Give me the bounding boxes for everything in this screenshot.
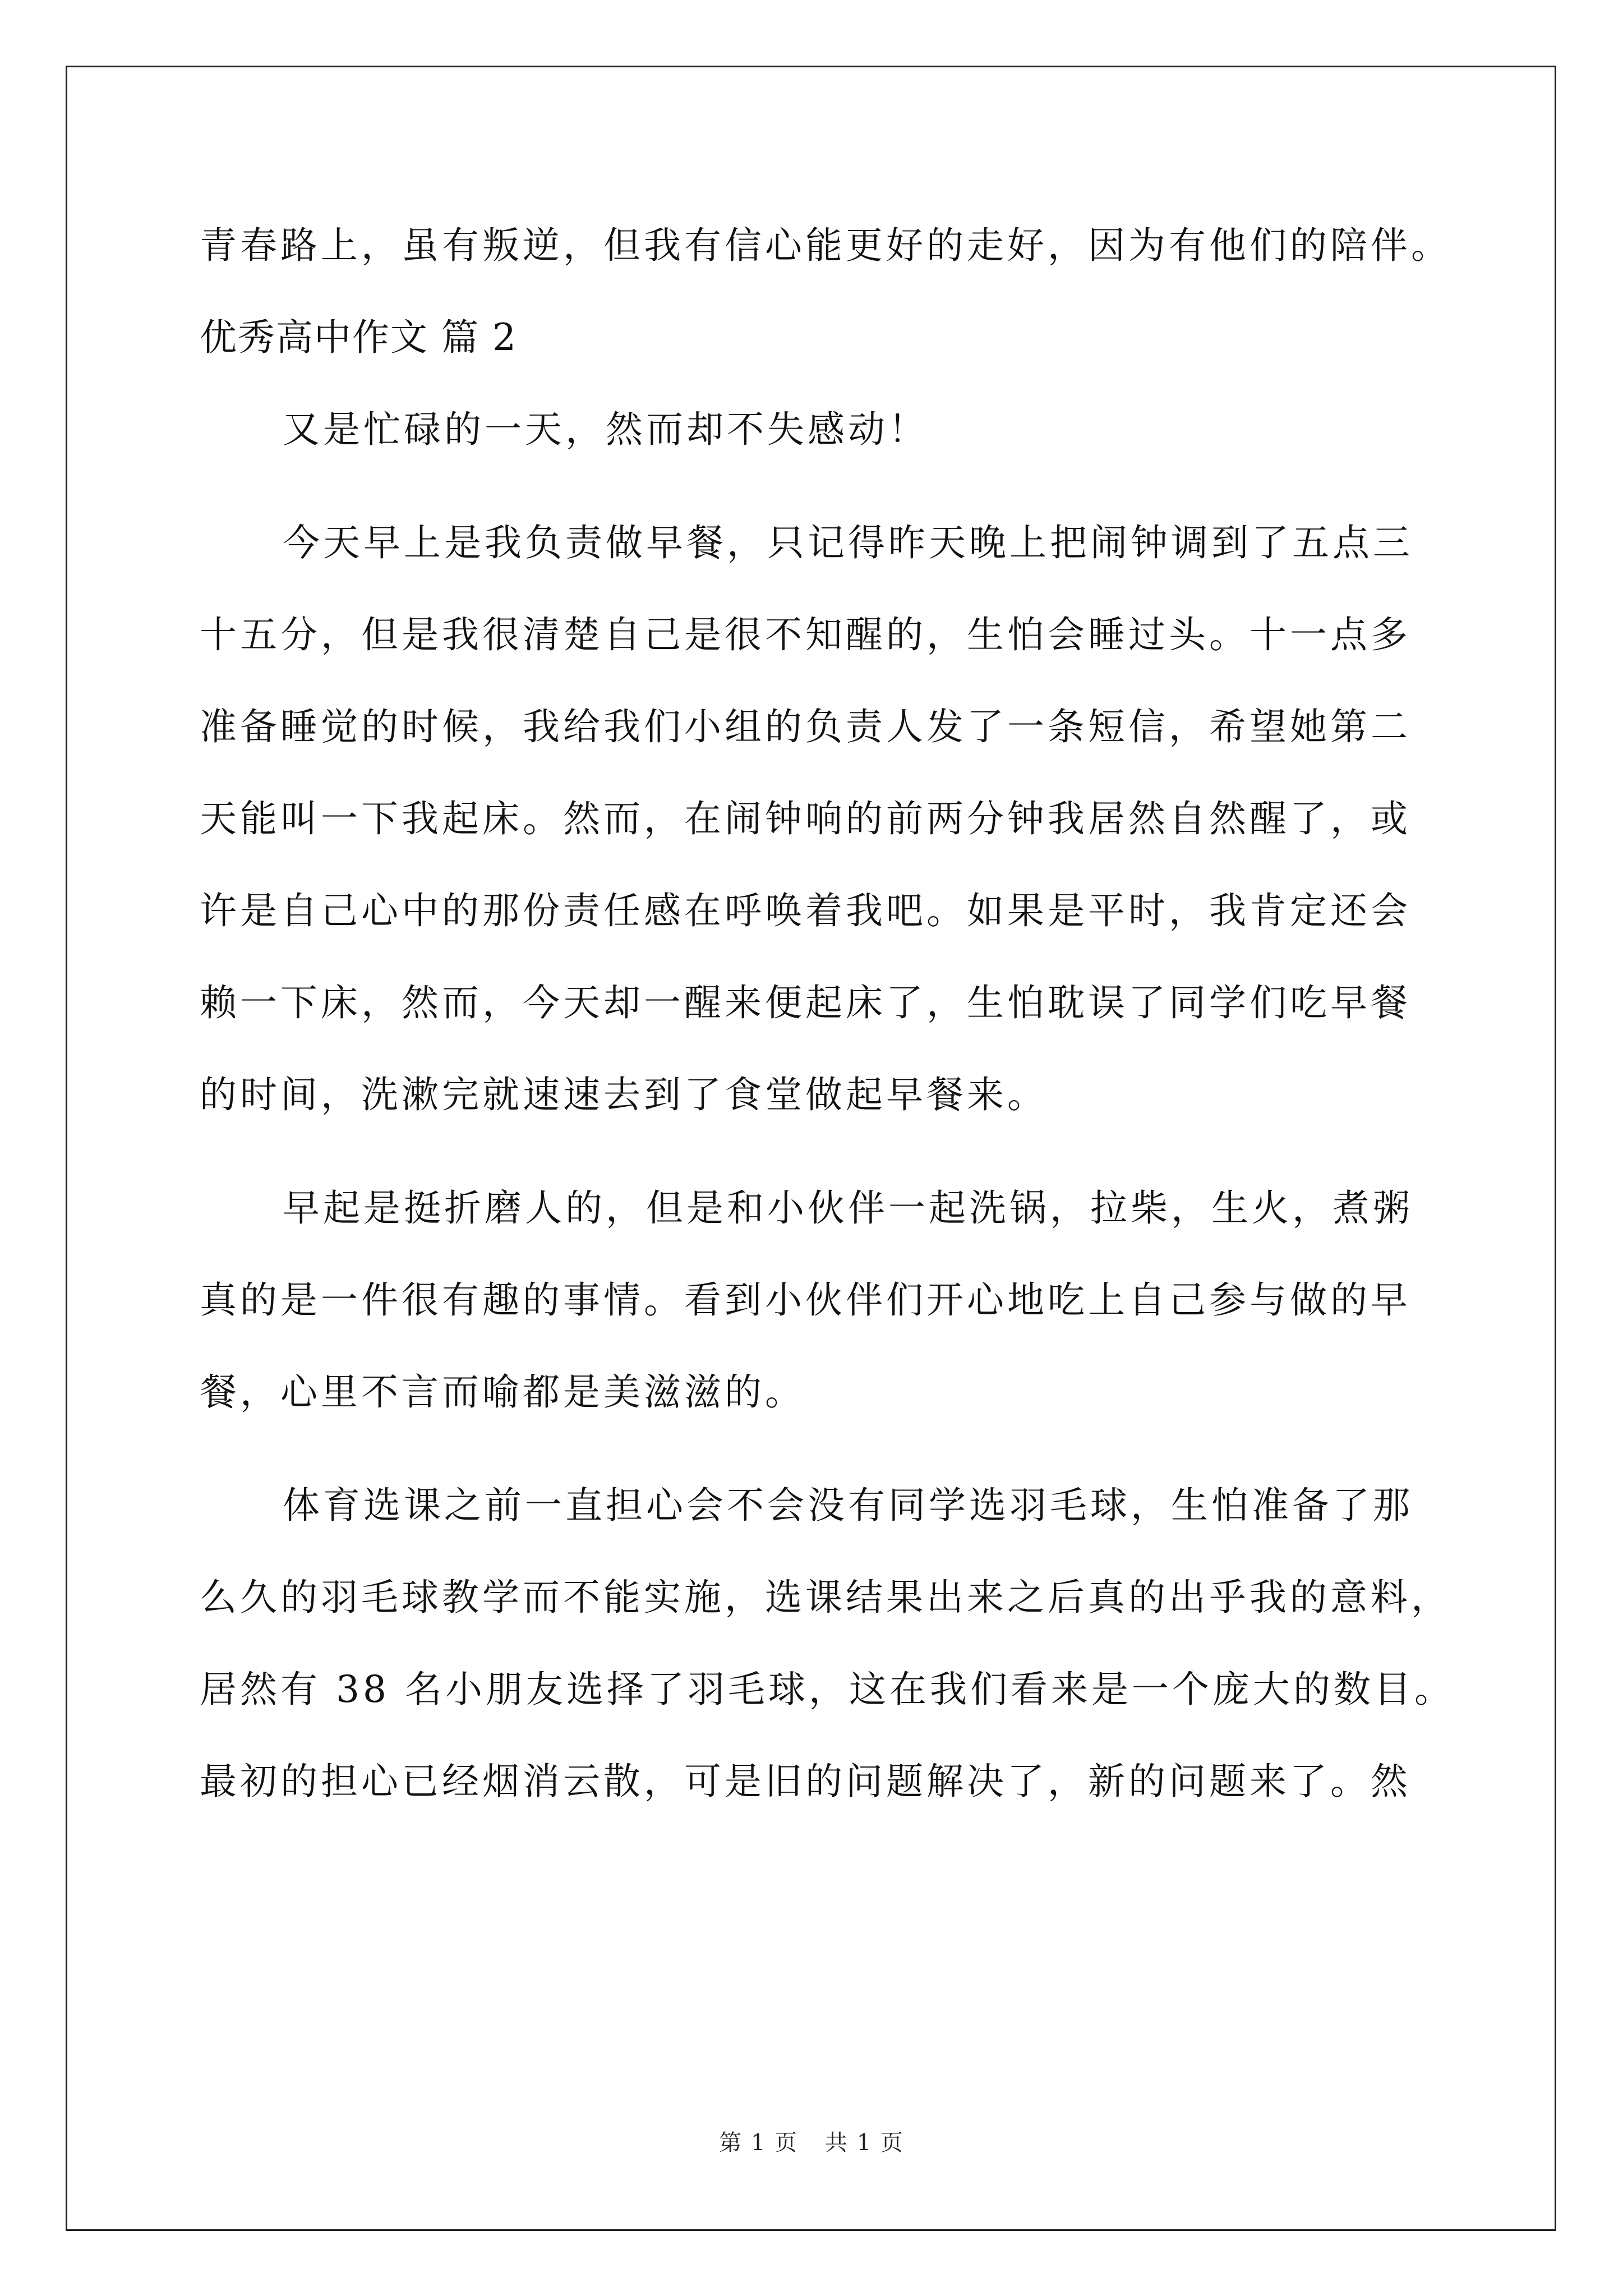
- text-line: 赖一下床，然而，今天却一醒来便起床了，生怕耽误了同学们吃早餐: [200, 981, 1411, 1024]
- text-line: 准备睡觉的时候，我给我们小组的负责人发了一条短信，希望她第二: [200, 705, 1411, 748]
- text-line: 十五分，但是我很清楚自己是很不知醒的，生怕会睡过头。十一点多: [200, 613, 1411, 656]
- text-line: 最初的担心已经烟消云散，可是旧的问题解决了，新的问题来了。然: [200, 1760, 1411, 1803]
- text-line: 真的是一件很有趣的事情。看到小伙伴们开心地吃上自己参与做的早: [200, 1278, 1411, 1322]
- total-pages: 共 1 页: [825, 2130, 904, 2156]
- paragraph-first-line: 今天早上是我负责做早餐，只记得昨天晚上把闹钟调到了五点三: [283, 521, 1413, 564]
- page-footer: [0, 2126, 1623, 2160]
- page-number: 第 1 页: [719, 2130, 798, 2156]
- text-line: 餐，心里不言而喻都是美滋滋的。: [200, 1370, 805, 1414]
- text-line: 青春路上，虽有叛逆，但我有信心能更好的走好，因为有他们的陪伴。: [200, 224, 1451, 267]
- text-line: 许是自己心中的那份责任感在呼唤着我吧。如果是平时，我肯定还会: [200, 889, 1411, 932]
- section-heading: 优秀高中作文 篇 2: [200, 316, 517, 359]
- paragraph-first-line: 又是忙碌的一天，然而却不失感动！: [283, 408, 929, 451]
- text-line: 天能叫一下我起床。然而，在闹钟响的前两分钟我居然自然醒了，或: [200, 797, 1411, 840]
- paragraph-first-line: 早起是挺折磨人的，但是和小伙伴一起洗锅，拉柴，生火，煮粥: [283, 1186, 1413, 1230]
- document-body: [200, 200, 1456, 1828]
- paragraph-first-line: 体育选课之前一直担心会不会没有同学选羽毛球，生怕准备了那: [283, 1484, 1413, 1527]
- text-line: 居然有 38 名小朋友选择了羽毛球，这在我们看来是一个庞大的数目。: [200, 1668, 1455, 1711]
- text-line: 么久的羽毛球教学而不能实施，选课结果出来之后真的出乎我的意料，: [200, 1576, 1451, 1619]
- text-line: 的时间，洗漱完就速速去到了食堂做起早餐来。: [200, 1073, 1048, 1116]
